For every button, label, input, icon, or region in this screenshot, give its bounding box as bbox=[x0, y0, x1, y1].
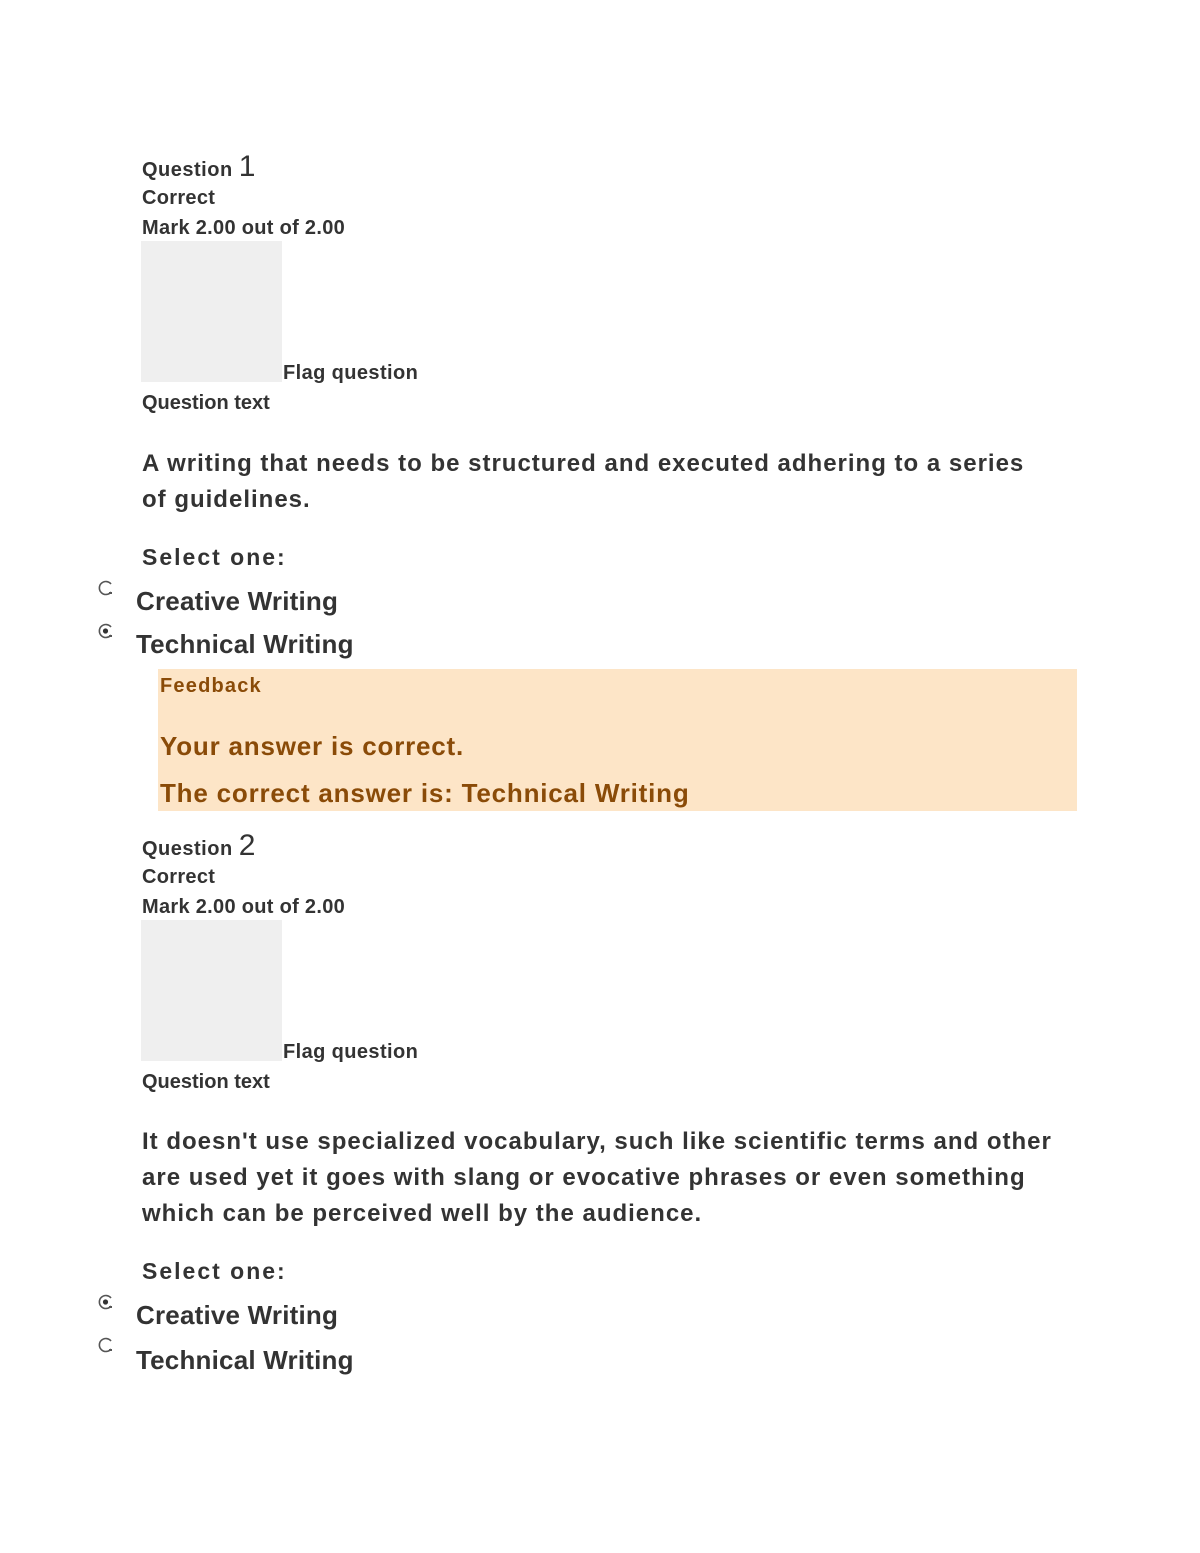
radio-technical-writing[interactable] bbox=[97, 622, 115, 640]
flag-icon[interactable] bbox=[141, 920, 282, 1061]
question-state: Correct bbox=[142, 866, 216, 888]
option-technical-writing[interactable]: Technical Writing bbox=[136, 629, 354, 659]
question-number: 2 bbox=[238, 829, 256, 862]
question-heading bbox=[142, 150, 255, 184]
select-one-label: Select one: bbox=[142, 544, 287, 570]
question-text-label: Question text bbox=[142, 1071, 270, 1093]
question-text-label: Question text bbox=[142, 392, 270, 414]
flag-question-link[interactable]: Flag question bbox=[283, 1041, 419, 1063]
question-number: 1 bbox=[238, 150, 256, 183]
option-creative-writing[interactable]: Creative Writing bbox=[136, 586, 339, 616]
question-mark: Mark 2.00 out of 2.00 bbox=[142, 217, 346, 239]
option-creative-writing[interactable]: Creative Writing bbox=[136, 1300, 339, 1330]
feedback-box bbox=[158, 669, 1077, 811]
feedback-title: Feedback bbox=[160, 675, 262, 697]
radio-technical-writing[interactable] bbox=[97, 1336, 115, 1354]
question-mark: Mark 2.00 out of 2.00 bbox=[142, 896, 346, 918]
question-state: Correct bbox=[142, 187, 216, 209]
radio-creative-writing[interactable] bbox=[97, 1293, 115, 1311]
flag-question-link[interactable]: Flag question bbox=[283, 362, 419, 384]
feedback-result: Your answer is correct. bbox=[160, 731, 465, 761]
question-text: A writing that needs to be structured and executed adhering to a series of guidelines. bbox=[142, 450, 1025, 513]
radio-creative-writing[interactable] bbox=[97, 579, 115, 597]
question-text: It doesn't use specialized vocabulary, such like scientific terms and other are used yet it goes with slang or evocative phrases or even something which can be perceived well by the audience. bbox=[142, 1128, 1052, 1227]
flag-icon[interactable] bbox=[141, 241, 282, 382]
feedback-correct-answer: The correct answer is: Technical Writing bbox=[160, 778, 690, 808]
select-one-label: Select one: bbox=[142, 1258, 287, 1284]
question-label: Question bbox=[142, 838, 233, 860]
question-label: Question bbox=[142, 159, 233, 181]
question-heading bbox=[142, 829, 255, 863]
option-technical-writing[interactable]: Technical Writing bbox=[136, 1345, 354, 1375]
